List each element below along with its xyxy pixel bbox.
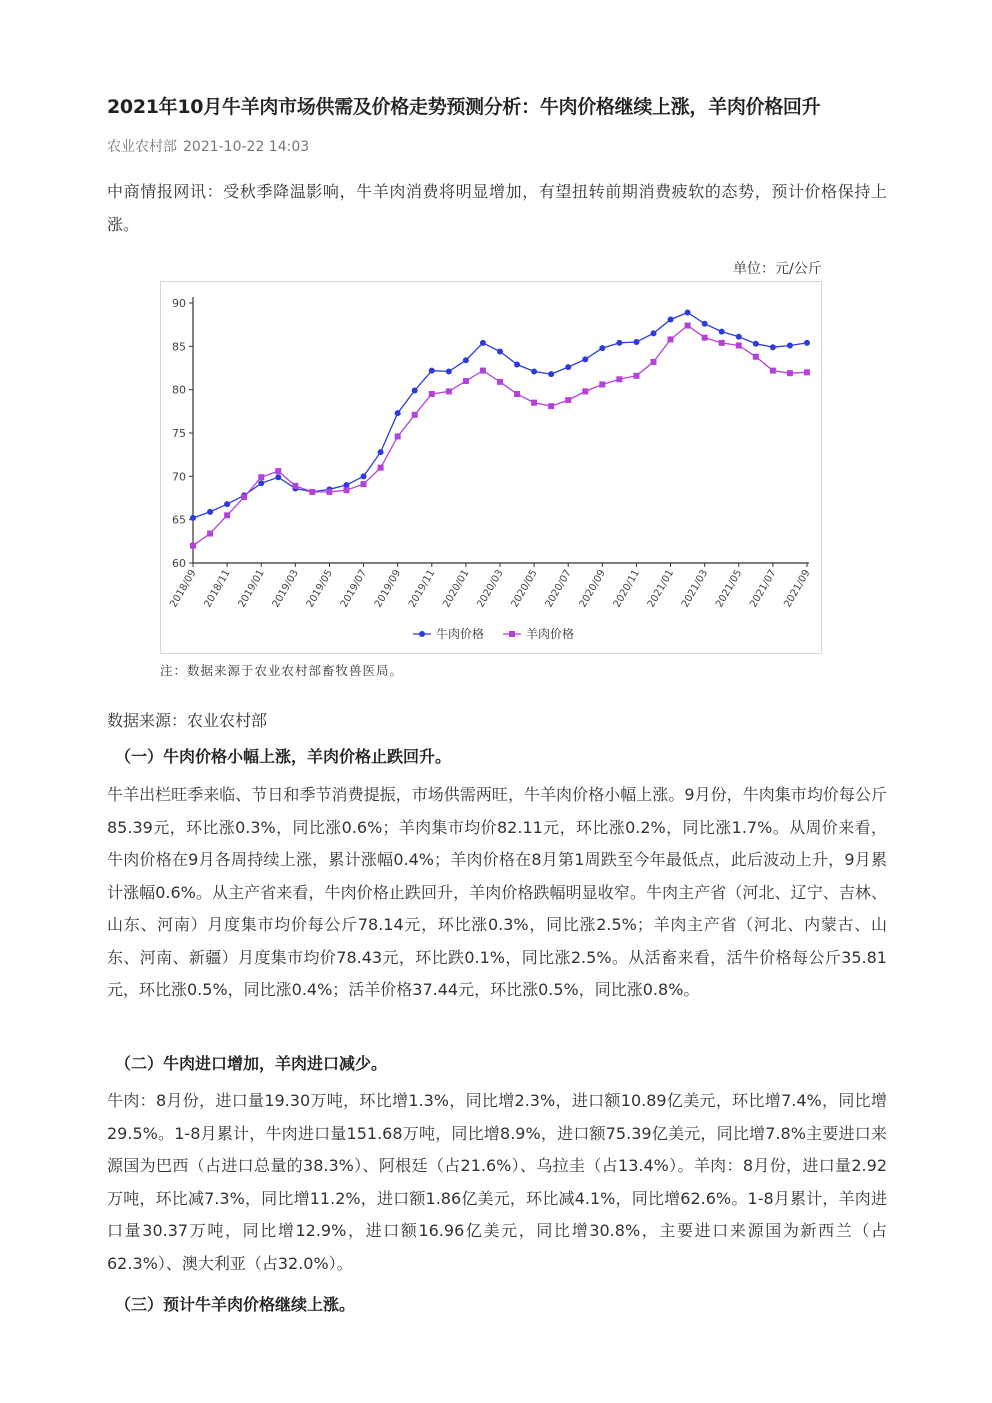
- data-point: [361, 481, 367, 487]
- x-tick-label: 2019/01: [236, 568, 267, 610]
- section-2-body: 牛肉：8月份，进口量19.30万吨，环比增1.3%，同比增2.3%，进口额10.89亿美元，环比增7.4%，同比增29.5%。1-8月累计，牛肉进口量151.68万吨，同比增8.9%，进口额75.39亿美元，同比增7.8%主要进口来源国为巴西（占进口总量的38.3%）、阿根廷（占21.6%）、乌拉圭（占13.4%）。羊肉：8月份，进口量2.92万吨，环比减7.3%，同比增11.2%，进口额1.86亿美元，环比减4.1%，同比增62.6%。1-8月累计，羊肉进口量30.37万吨，同比增12.9%，进口额16.96亿美元，同比增30.8%，主要进口来源国为新西兰（占62.3%）、澳大利亚（占32.0%）。: [107, 1091, 887, 1273]
- x-tick-label: 2020/11: [611, 568, 643, 610]
- x-tick-label: 2018/09: [168, 568, 199, 610]
- data-point: [326, 489, 332, 495]
- data-point: [446, 388, 452, 394]
- legend-label-0: 牛肉价格: [436, 627, 485, 641]
- data-point: [633, 373, 639, 379]
- data-point: [378, 465, 384, 471]
- data-point: [565, 364, 571, 370]
- chart-note: 注：数据来源于农业农村部畜牧兽医局。: [160, 663, 404, 678]
- legend-marker-0: [419, 631, 425, 637]
- x-tick-label: 2019/05: [304, 568, 336, 610]
- x-tick-label: 2019/09: [372, 568, 404, 610]
- data-point: [651, 359, 657, 365]
- y-tick-label: 75: [172, 427, 186, 440]
- data-point: [531, 368, 537, 374]
- x-tick-label: 2020/09: [577, 568, 608, 610]
- price-chart: [160, 281, 822, 654]
- x-tick-label: 2019/11: [407, 568, 438, 610]
- data-point: [599, 381, 605, 387]
- data-point: [565, 397, 571, 403]
- data-point: [599, 345, 605, 351]
- section-1-body: 牛羊出栏旺季来临、节日和季节消费提振，市场供需两旺，牛羊肉价格小幅上涨。9月份，牛肉集市均价每公斤85.39元，环比涨0.3%，同比涨0.6%；羊肉集市均价82.11元，环比涨0.2%，同比涨1.7%。从周价来看，牛肉价格在9月各周持续上涨，累计涨幅0.4%；羊肉价格在8月第1周跌至今年最低点，此后波动上升，9月累计涨幅0.6%。从主产省来看，牛肉价格止跌回升，羊肉价格跌幅明显收窄。牛肉主产省（河北、辽宁、吉林、山东、河南）月度集市均价每公斤78.14元，环比涨0.3%，同比涨2.5%；羊肉主产省（河北、内蒙古、山东、河南、新疆）月度集市均价78.43元，环比跌0.1%，同比涨2.5%。从活畜来看，活牛价格每公斤35.81元，环比涨0.5%，同比涨0.4%；活羊价格37.44元，环比涨0.5%，同比涨0.8%。: [107, 785, 887, 999]
- article-meta: [107, 136, 309, 156]
- data-point: [531, 400, 537, 406]
- data-point: [207, 531, 213, 537]
- legend-marker-1: [509, 631, 515, 637]
- x-tick-label: 2021/09: [782, 568, 813, 610]
- y-tick-label: 90: [172, 297, 186, 310]
- article-intro: 中商情报网讯：受秋季降温影响，牛羊肉消费将明显增加，有望扭转前期消费疲软的态势，预计价格保持上涨。: [107, 182, 887, 234]
- data-point: [548, 371, 554, 377]
- x-tick-label: 2020/01: [441, 568, 472, 610]
- data-point: [258, 480, 264, 486]
- data-point: [344, 487, 350, 493]
- data-point: [685, 323, 691, 329]
- data-point: [548, 403, 554, 409]
- data-point: [480, 340, 486, 346]
- data-point: [582, 356, 588, 362]
- data-point: [463, 357, 469, 363]
- x-tick-label: 2019/07: [338, 568, 370, 610]
- data-point: [651, 330, 657, 336]
- data-point: [429, 391, 435, 397]
- data-point: [480, 368, 486, 374]
- y-tick-label: 85: [172, 340, 186, 354]
- data-point: [292, 483, 298, 489]
- x-tick-label: 2021/07: [748, 568, 779, 610]
- data-point: [224, 512, 230, 518]
- data-point: [190, 515, 196, 521]
- data-point: [616, 340, 622, 346]
- data-point: [378, 449, 384, 455]
- y-tick-label: 60: [172, 557, 186, 570]
- data-point: [804, 369, 810, 375]
- data-point: [429, 368, 435, 374]
- x-tick-label: 2021/01: [645, 568, 677, 610]
- data-point: [702, 321, 708, 327]
- data-point: [309, 489, 315, 495]
- x-tick-label: 2021/05: [714, 568, 745, 610]
- section-2-title: （二）牛肉进口增加，羊肉进口减少。: [115, 1054, 388, 1073]
- data-point: [275, 468, 281, 474]
- data-point: [463, 378, 469, 384]
- data-point: [446, 368, 452, 374]
- data-point: [412, 412, 418, 418]
- chart-unit: 单位：元/公斤: [733, 261, 822, 277]
- y-tick-label: 80: [172, 383, 186, 397]
- data-point: [719, 329, 725, 335]
- data-point: [668, 336, 674, 342]
- section-3-title: （三）预计牛羊肉价格继续上涨。: [115, 1295, 356, 1314]
- data-point: [702, 335, 708, 341]
- data-point: [207, 509, 213, 515]
- article-title: 2021年10月牛羊肉市场供需及价格走势预测分析：牛肉价格继续上涨，羊肉价格回升: [107, 96, 821, 118]
- data-point: [582, 388, 588, 394]
- article-datetime: 2021-10-22 14:03: [183, 139, 310, 155]
- section-1-title: （一）牛肉价格小幅上涨，羊肉价格止跌回升。: [115, 747, 452, 766]
- x-tick-label: 2020/07: [543, 568, 574, 610]
- data-point: [258, 474, 264, 480]
- data-point: [497, 379, 503, 385]
- data-point: [787, 370, 793, 376]
- data-point: [497, 349, 503, 355]
- x-tick-label: 2018/11: [202, 568, 233, 610]
- price-chart-svg: [161, 282, 821, 653]
- x-tick-label: 2020/05: [509, 568, 540, 610]
- series-line-0: [193, 313, 807, 518]
- data-point: [753, 341, 759, 347]
- data-point: [514, 391, 520, 397]
- data-point: [685, 310, 691, 316]
- article-source: 农业农村部: [107, 139, 177, 155]
- data-source: 数据来源：农业农村部: [107, 711, 268, 730]
- data-point: [395, 433, 401, 439]
- data-point: [275, 474, 281, 480]
- data-point: [770, 368, 776, 374]
- data-point: [514, 362, 520, 368]
- data-point: [736, 342, 742, 348]
- y-tick-label: 70: [172, 470, 186, 484]
- data-point: [224, 501, 230, 507]
- data-point: [787, 342, 793, 348]
- data-point: [668, 316, 674, 322]
- data-point: [770, 344, 776, 350]
- data-point: [361, 473, 367, 479]
- data-point: [804, 340, 810, 346]
- x-tick-label: 2021/03: [679, 568, 711, 610]
- legend-label-1: 羊肉价格: [526, 627, 575, 641]
- data-point: [395, 410, 401, 416]
- data-point: [241, 494, 247, 500]
- data-point: [633, 339, 639, 345]
- data-point: [190, 543, 196, 549]
- x-tick-label: 2020/03: [475, 568, 506, 610]
- data-point: [344, 482, 350, 488]
- data-point: [753, 354, 759, 360]
- x-tick-label: 2019/03: [270, 568, 301, 610]
- data-point: [719, 340, 725, 346]
- y-tick-label: 65: [172, 513, 186, 527]
- series-line-1: [193, 326, 807, 546]
- data-point: [616, 376, 622, 382]
- data-point: [736, 334, 742, 340]
- data-point: [412, 388, 418, 394]
